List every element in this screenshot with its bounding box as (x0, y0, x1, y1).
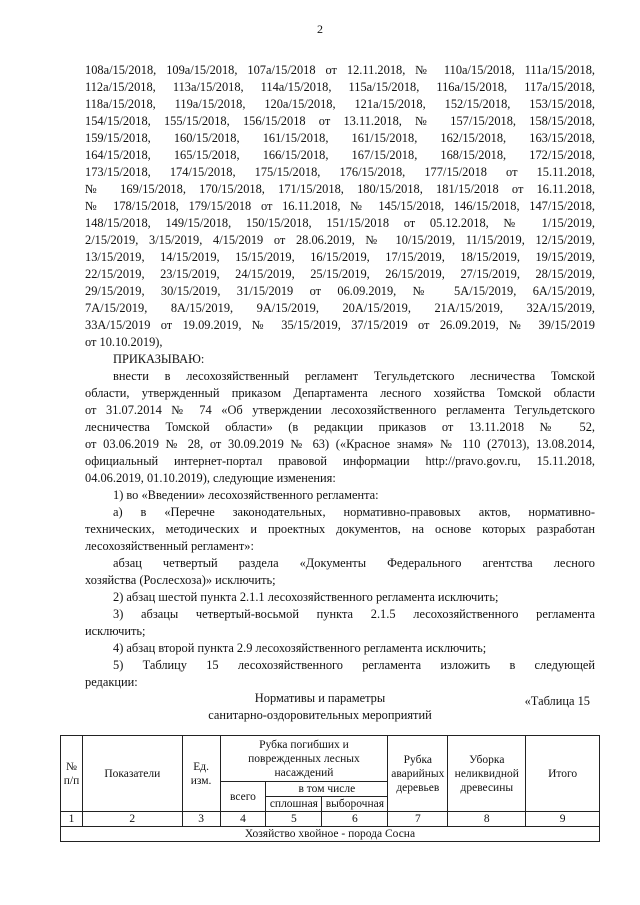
text-line: внести в лесохозяйственный регламент Тегульдетского лесничества Томской (113, 369, 595, 383)
text-line: 5) Таблицу 15 лесохозяйственного регламента изложить в следующей (113, 658, 595, 672)
text-line: 108а/15/2018, 109а/15/2018, 107а/15/2018 от 12.11.2018, № 110а/15/2018, 111а/15/2018, (85, 63, 595, 77)
text-line: редакции: (85, 675, 138, 689)
column-number: 2 (82, 812, 182, 827)
text-line: 29/15/2019, 30/15/2019, 31/15/2019 от 06.09.2019, № 5А/15/2019, 6А/15/2019, (85, 284, 595, 298)
column-number: 8 (448, 812, 526, 827)
table-section-row: Хозяйство хвойное - порода Сосна (61, 827, 600, 842)
text-line: 159/15/2018, 160/15/2018, 161/15/2018, 161/15/2018, 162/15/2018, 163/15/2018, (85, 131, 595, 145)
column-number: 1 (61, 812, 83, 827)
column-number: 3 (182, 812, 220, 827)
text-line: 2/15/2019, 3/15/2019, 4/15/2019 от 28.06.2019, № 10/15/2019, 11/15/2019, 12/15/2019, (85, 233, 595, 247)
text-line: 148/15/2018, 149/15/2018, 150/15/2018, 151/15/2018 от 05.12.2018, № 1/15/2019, (85, 216, 595, 230)
header-number: № п/п (61, 736, 83, 812)
text-line: 173/15/2018, 174/15/2018, 175/15/2018, 176/15/2018, 177/15/2018 от 15.11.2018, (85, 165, 595, 179)
text-line: 1) во «Введении» лесохозяйственного регламента: (113, 488, 379, 502)
column-number: 4 (220, 812, 266, 827)
header-clear-felling: сплошная (266, 797, 322, 812)
text-line: 112а/15/2018, 113а/15/2018, 114а/15/2018, 115а/15/2018, 116а/15/2018, 117а/15/2018, (85, 80, 595, 94)
text-line: 3) абзацы четвертый-восьмой пункта 2.1.5 лесохозяйственного регламента (113, 607, 595, 621)
text-line: 2) абзац шестой пункта 2.1.1 лесохозяйственного регламента исключить; (113, 590, 499, 604)
column-number: 9 (526, 812, 600, 827)
text-line: а) в «Перечне законодательных, нормативно-правовых актов, нормативно- (113, 505, 595, 519)
text-line: технических, методических и проектных документов, на основе которых разработан (85, 522, 595, 536)
text-line: исключить; (85, 624, 146, 638)
text-line: 164/15/2018, 165/15/2018, 166/15/2018, 167/15/2018, 168/15/2018, 172/15/2018, (85, 148, 595, 162)
header-felling-dead: Рубка погибших и поврежденных лесных насаждений (220, 736, 388, 782)
text-line: лесничества Томской области» (в редакции приказов от 13.11.2018 № 52, (85, 420, 595, 434)
table-title-line-2: санитарно-оздоровительных мероприятий (208, 708, 432, 722)
order-heading: ПРИКАЗЫВАЮ: (113, 352, 205, 366)
text-line: 4) абзац второй пункта 2.9 лесохозяйственного регламента исключить; (113, 641, 487, 655)
text-line: от 10.10.2019), (85, 335, 163, 349)
text-line: хозяйства (Рослесхоза)» исключить; (85, 573, 276, 587)
text-line: 13/15/2019, 14/15/2019, 15/15/2019, 16/15/2019, 17/15/2019, 18/15/2019, 19/15/2019, (85, 250, 595, 264)
header-selective-felling: выборочная (322, 797, 388, 812)
text-line: 7А/15/2019, 8А/15/2019, 9А/15/2019, 20А/15/2019, 21А/15/2019, 32А/15/2019, (85, 301, 595, 315)
text-line: абзац четвертый раздела «Документы Федерального агентства лесного (113, 556, 595, 570)
text-line: № 178/15/2018, 179/15/2018 от 16.11.2018, № 145/15/2018, 146/15/2018, 147/15/2018, (85, 199, 595, 213)
text-line: 22/15/2019, 23/15/2019, 24/15/2019, 25/15/2019, 26/15/2019, 27/15/2019, 28/15/2019, (85, 267, 595, 281)
column-number: 5 (266, 812, 322, 827)
text-line: 04.06.2019, 01.10.2019), следующие изменения: (85, 471, 336, 485)
text-line: официальный интернет-портал правовой информации http://pravo.gov.ru, 15.11.2018, (85, 454, 595, 468)
column-number: 7 (388, 812, 448, 827)
norms-table (60, 735, 600, 842)
header-total: всего (220, 782, 266, 812)
header-cleanup: Уборка неликвидной древесины (448, 736, 526, 812)
text-line: 33А/15/2019 от 19.09.2019, № 35/15/2019, 37/15/2019 от 26.09.2019, № 39/15/2019 (85, 318, 595, 332)
column-number: 6 (322, 812, 388, 827)
header-unit: Ед. изм. (182, 736, 220, 812)
text-line: от 03.06.2019 № 28, от 30.09.2019 № 63) («Красное знамя» № 110 (27013), 13.08.2014, (85, 437, 595, 451)
text-line: № 169/15/2018, 170/15/2018, 171/15/2018, 180/15/2018, 181/15/2018 от 16.11.2018, (85, 182, 595, 196)
header-total-sum: Итого (526, 736, 600, 812)
text-line: 118а/15/2018, 119а/15/2018, 120а/15/2018, 121а/15/2018, 152/15/2018, 153/15/2018, (85, 97, 595, 111)
table-label: «Таблица 15 (524, 694, 590, 708)
text-line: области, утвержденный приказом Департамента лесного хозяйства Томской области (85, 386, 595, 400)
page-number: 2 (317, 22, 323, 36)
header-indicators: Показатели (82, 736, 182, 812)
table-title-line-1: Нормативы и параметры (254, 691, 386, 705)
text-line: лесохозяйственный регламент»: (85, 539, 254, 553)
text-line: от 31.07.2014 № 74 «Об утверждении лесохозяйственного регламента Тегульдетского (85, 403, 595, 417)
header-including: в том числе (266, 782, 388, 797)
text-line: 154/15/2018, 155/15/2018, 156/15/2018 от 13.11.2018, № 157/15/2018, 158/15/2018, (85, 114, 595, 128)
header-emergency-felling: Рубка аварийных деревьев (388, 736, 448, 812)
